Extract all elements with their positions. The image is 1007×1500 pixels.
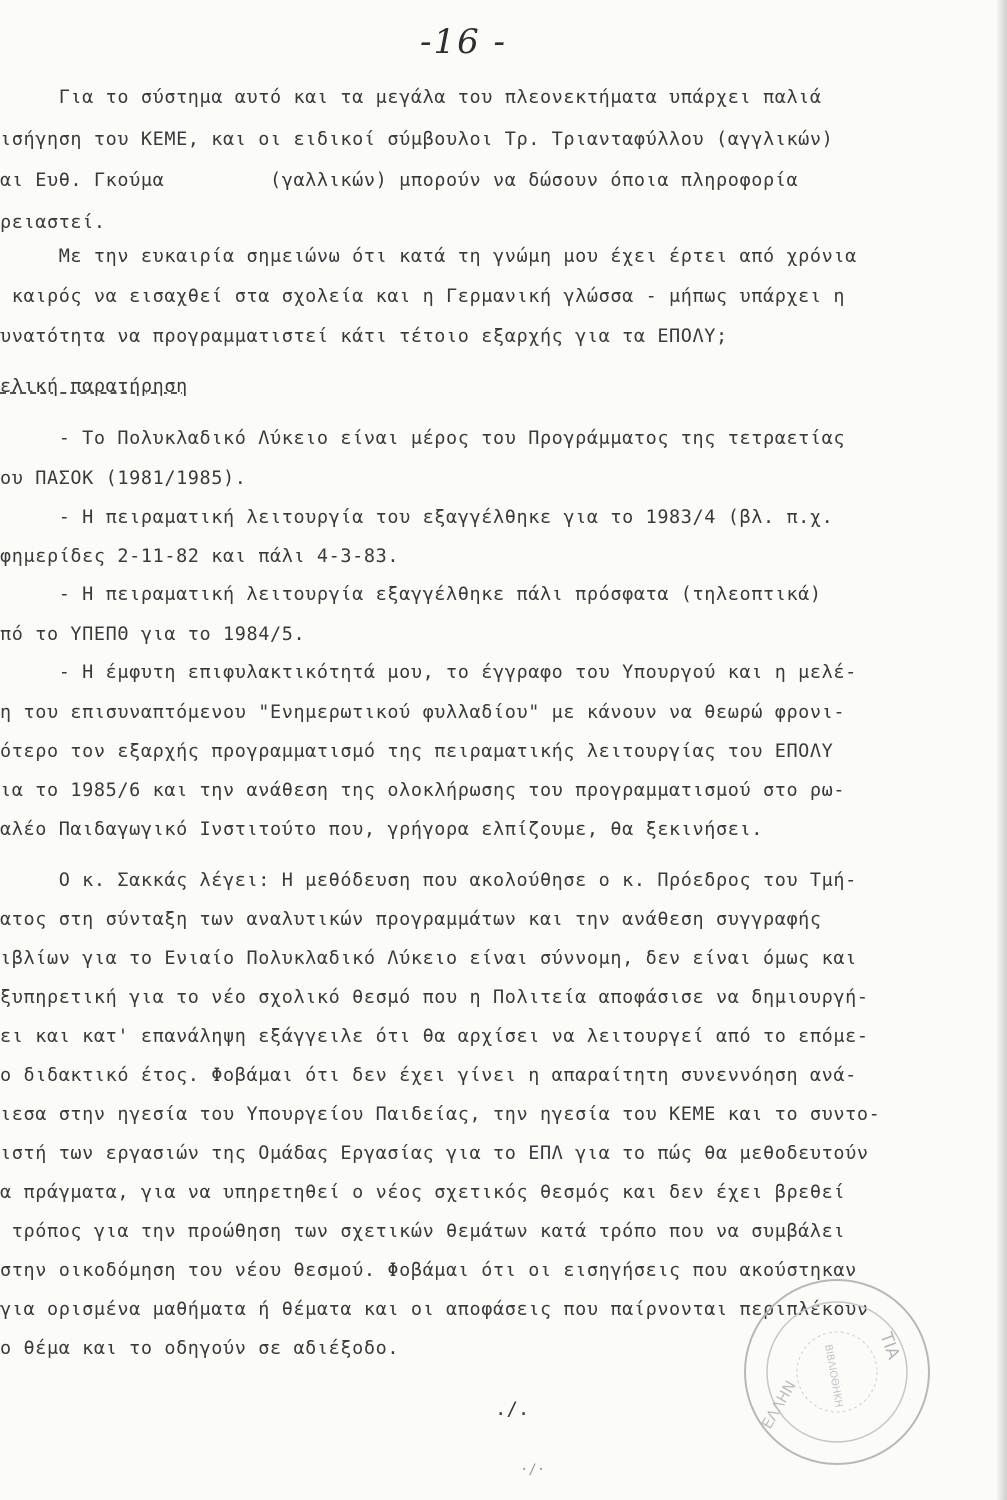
text-line: ει και κατ' επανάληψη εξάγγειλε ότι θα αρχίσει να λειτουργεί από το επόμε- bbox=[0, 1026, 869, 1047]
text-line: Για το σύστημα αυτό και τα μεγάλα του πλεονεκτήματα υπάρχει παλιά bbox=[0, 87, 822, 108]
text-line: ου ΠΑΣΟΚ (1981/1985). bbox=[0, 468, 247, 489]
text-line: Ο κ. Σακκάς λέγει: Η μεθόδευση που ακολούθησε ο κ. Πρόεδρος του Τμή- bbox=[0, 870, 857, 891]
text-line: φημερίδες 2-11-82 και πάλι 4-3-83. bbox=[0, 546, 400, 567]
text-line: αι Ευθ. Γκούμα (γαλλικών) μπορούν να δώσουν όποια πληροφορία bbox=[0, 170, 799, 191]
text-line: ο διδακτικό έτος. Φοβάμαι ότι δεν έχει γίνει η απαραίτητη συνεννόηση ανά- bbox=[0, 1065, 857, 1086]
stamp-text: ΒΙΒΛΙΟΘΗΚΗ bbox=[822, 1343, 844, 1409]
bleed-through-mark: ·/· bbox=[520, 1462, 546, 1478]
text-line: - Η έμφυτη επιφυλακτικότητά μου, το έγγραφο του Υπουργού και η μελέ- bbox=[0, 662, 857, 683]
text-line: ια το 1985/6 και την ανάθεση της ολοκλήρωσης του προγραμματισμού στο ρω- bbox=[0, 780, 846, 801]
text-line: πό το ΥΠΕΠΘ για το 1984/5. bbox=[0, 624, 306, 645]
text-line: ξυπηρετική για το νέο σχολικό θεσμό που η Πολιτεία αποφάσισε να δημιουργή- bbox=[0, 987, 869, 1008]
text-line: τρόπος για την προώθηση των σχετικών θεμάτων κατά τρόπο που να συμβάλει bbox=[0, 1221, 846, 1242]
text-line: για ορισμένα μαθήματα ή θέματα και οι αποφάσεις που παίρνονται περιπλέκουν bbox=[0, 1299, 869, 1320]
text-line: ότερο τον εξαρχής προγραμματισμό της πειραματικής λειτουργίας του ΕΠΟΛΥ bbox=[0, 741, 834, 762]
text-line: καιρός να εισαχθεί στα σχολεία και η Γερμανική γλώσσα - μήπως υπάρχει η bbox=[0, 286, 846, 307]
text-line: ο θέμα και το οδηγούν σε αδιέξοδο. bbox=[0, 1338, 400, 1359]
page-edge-shadow bbox=[997, 0, 1007, 1500]
text-line: ισήγηση του ΚΕΜΕ, και οι ειδικοί σύμβουλοι Τρ. Τριανταφύλλου (αγγλικών) bbox=[0, 129, 834, 150]
stamp-text: ΕΛΛΗΝ bbox=[757, 1377, 800, 1432]
text-line: - Το Πολυκλαδικό Λύκειο είναι μέρος του Προγράμματος της τετραετίας bbox=[0, 428, 846, 449]
page-number: -16 - bbox=[420, 22, 508, 62]
text-line: αλέο Παιδαγωγικό Ινστιτούτο που, γρήγορα ελπίζουμε, θα ξεκινήσει. bbox=[0, 819, 763, 840]
section-heading: ελική παρατήρηση bbox=[0, 376, 188, 397]
text-line: ρειαστεί. bbox=[0, 212, 106, 233]
text-line: Με την ευκαιρία σημειώνω ότι κατά τη γνώμη μου έχει έρτει από χρόνια bbox=[0, 246, 857, 267]
text-line: ιεσα στην ηγεσία του Υπουργείου Παιδείας, την ηγεσία του ΚΕΜΕ και το συντο- bbox=[0, 1104, 881, 1125]
text-line: - Η πειραματική λειτουργία εξαγγέλθηκε πάλι πρόσφατα (τηλεοπτικά) bbox=[0, 584, 822, 605]
text-line: ιστή των εργασιών της Ομάδας Εργασίας για το ΕΠΛ για το πώς θα μεθοδευτούν bbox=[0, 1143, 869, 1164]
text-line: ιβλίων για το Ενιαίο Πολυκλαδικό Λύκειο είναι σύννομη, δεν είναι όμως και bbox=[0, 948, 857, 969]
text-line: ατος στη σύνταξη των αναλυτικών προγραμμάτων και την ανάθεση συγγραφής bbox=[0, 909, 822, 930]
text-line: η του επισυναπτόμενου "Ενημερωτικού φυλλαδίου" με κάνουν να θεωρώ φρονι- bbox=[0, 702, 846, 723]
closing-mark: ./. bbox=[495, 1398, 530, 1420]
text-line: - Η πειραματική λειτουργία του εξαγγέλθηκε για το 1983/4 (βλ. π.χ. bbox=[0, 507, 834, 528]
library-stamp bbox=[730, 1265, 945, 1480]
stamp-text: ΤΙΑ bbox=[875, 1329, 904, 1363]
text-line: α πράγματα, για να υπηρετηθεί ο νέος σχετικός θεσμός και δεν έχει βρεθεί bbox=[0, 1182, 846, 1203]
text-line: υνατότητα να προγραμματιστεί κάτι τέτοιο εξαρχής για τα ΕΠΟΛΥ; bbox=[0, 326, 728, 347]
text-line: στην οικοδόμηση του νέου θεσμού. Φοβάμαι ότι οι εισηγήσεις που ακούστηκαν bbox=[0, 1260, 857, 1281]
